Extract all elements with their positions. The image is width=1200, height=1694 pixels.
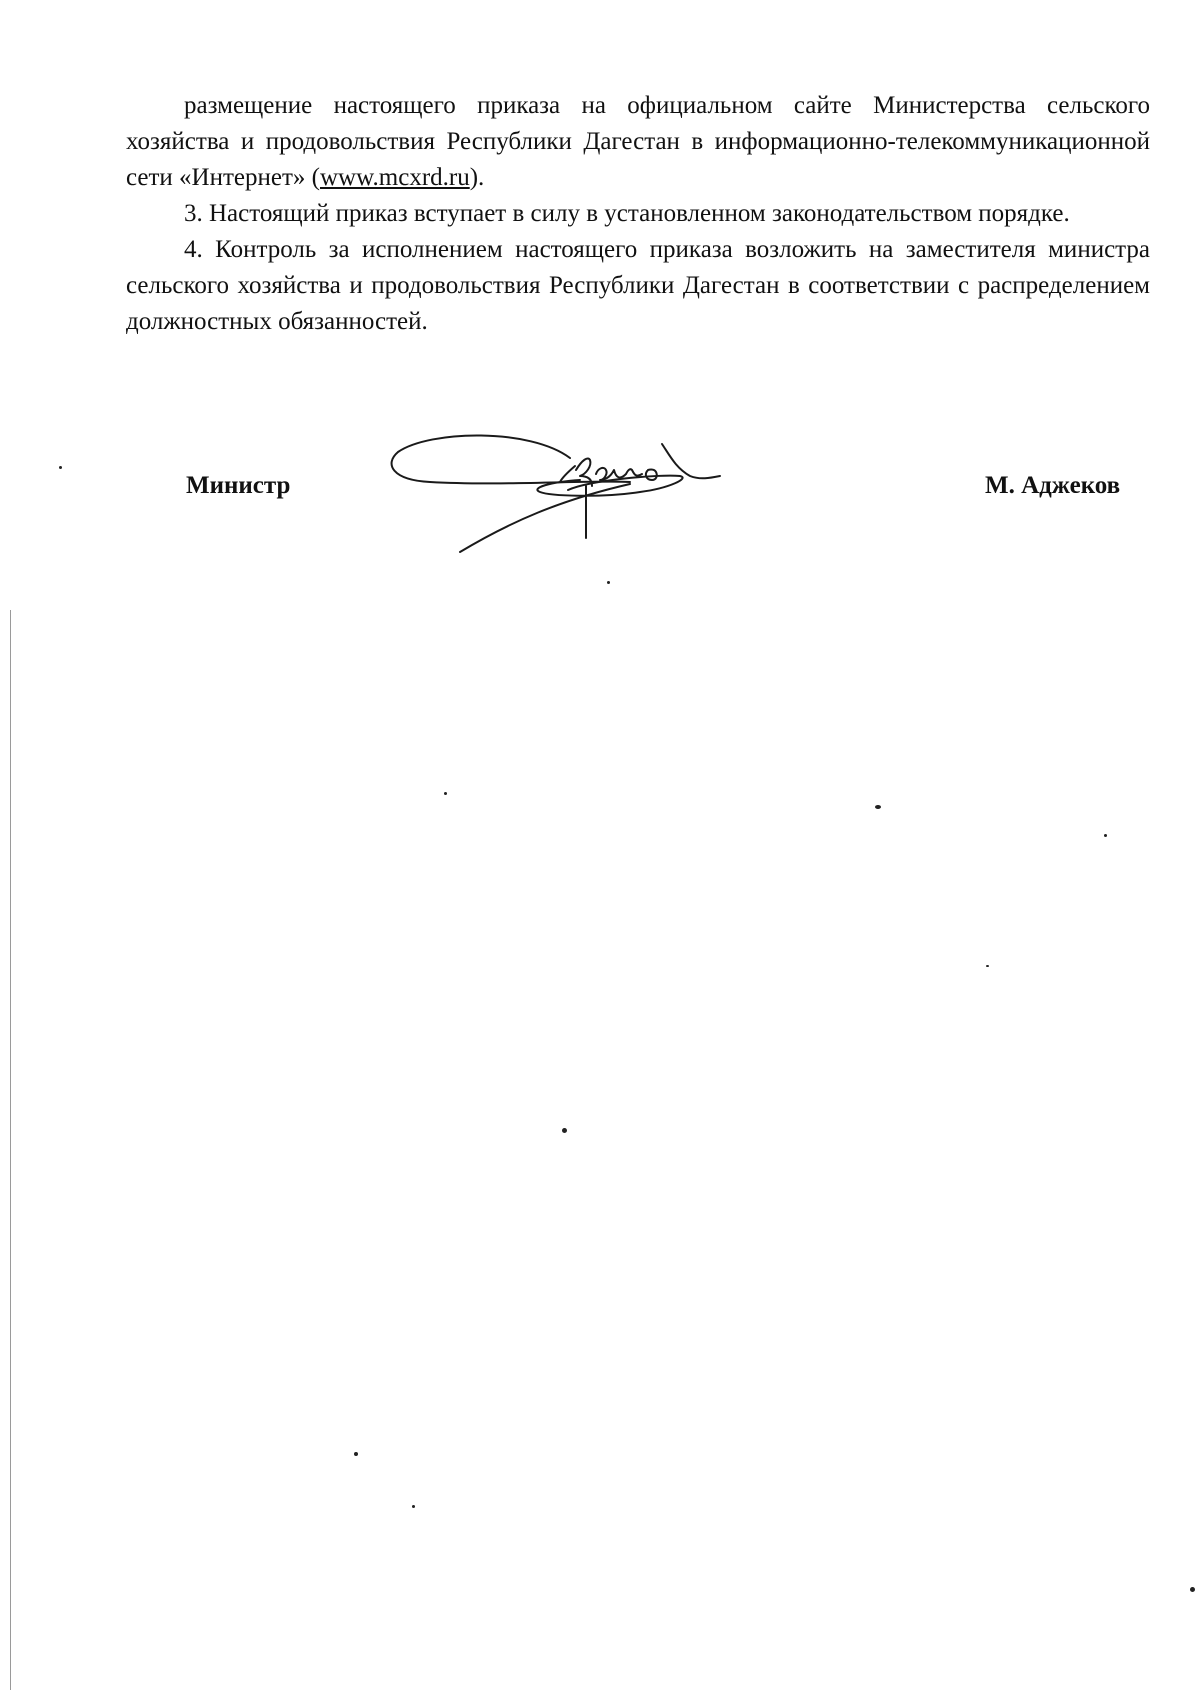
handwritten-signature bbox=[390, 430, 730, 570]
paragraph-publication bbox=[126, 88, 1150, 196]
scan-speck bbox=[875, 805, 881, 809]
website-link[interactable]: www.mcxrd.ru bbox=[319, 164, 470, 191]
scan-speck bbox=[562, 1128, 567, 1133]
scan-edge-line bbox=[10, 610, 11, 1690]
scan-speck bbox=[607, 581, 610, 584]
scan-speck bbox=[1104, 834, 1107, 837]
signatory-role: Министр bbox=[186, 472, 291, 499]
paragraph-effective-date: 3. Настоящий приказ вступает в силу в установленном законодательством порядке. bbox=[184, 200, 1070, 227]
scan-speck bbox=[986, 965, 989, 967]
paragraph-publication-text: размещение настоящего приказа на официальном сайте Министерства сельского хозяйства и продовольствия Республики Дагестан в информационно-телекоммуникационной сети «Интернет» ( bbox=[126, 92, 1150, 191]
document-body bbox=[126, 88, 1150, 340]
scan-speck bbox=[444, 792, 447, 795]
signature-block bbox=[0, 430, 1200, 590]
signatory-name: М. Аджеков bbox=[985, 472, 1121, 499]
scan-speck bbox=[59, 466, 62, 469]
paragraph-publication-end: ). bbox=[469, 164, 485, 191]
scan-speck bbox=[1190, 1587, 1195, 1592]
scan-speck bbox=[412, 1505, 415, 1508]
paragraph-control: 4. Контроль за исполнением настоящего приказа возложить на заместителя министра сельского хозяйства и продовольствия Республики Дагестан в соответствии с распределением должностных обязанностей. bbox=[126, 236, 1150, 335]
scan-speck bbox=[354, 1452, 358, 1456]
